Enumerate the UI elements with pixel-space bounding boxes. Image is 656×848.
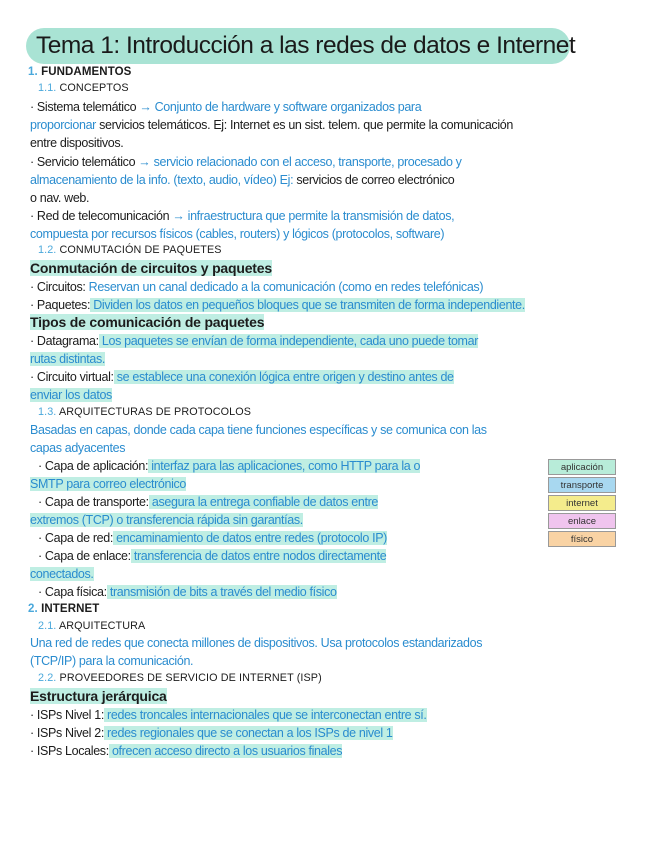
- line-capa-aplicacion: · Capa de aplicación: interfaz para las aplicaciones, como HTTP para la o: [38, 459, 421, 473]
- line-red-de-redes: Una red de redes que conecta millones de dispositivos. Usa protocolos estandarizados: [30, 636, 483, 650]
- line-proporcionar: proporcionar servicios telemáticos. Ej: Internet es un sist. telem. que permite la comunicación: [30, 118, 513, 132]
- subheading-conceptos: 1.1. CONCEPTOS: [38, 82, 129, 94]
- layer-box-4: físico: [548, 531, 616, 547]
- line-compuesta: compuesta por recursos físicos (cables, routers) y lógicos (protocolos, software): [30, 227, 445, 241]
- heading-estructura-jerarquica: Estructura jerárquica: [30, 688, 167, 704]
- protocol-layers-diagram: [548, 459, 616, 549]
- line-extremos: extremos (TCP) o transferencia rápida sin garantías.: [30, 513, 303, 527]
- line-nav-web: o nav. web.: [30, 191, 90, 205]
- line-isp-nivel-2: · ISPs Nivel 2: redes regionales que se conectan a los ISPs de nivel 1: [30, 726, 393, 740]
- subheading-arquitecturas: 1.3. ARQUITECTURAS DE PROTOCOLOS: [38, 406, 252, 418]
- line-paquetes: · Paquetes: Dividen los datos en pequeños bloques que se transmiten de forma independiente.: [30, 298, 525, 312]
- line-enviar-datos: enviar los datos: [30, 388, 112, 402]
- subheading-isp: 2.2. PROVEEDORES DE SERVICIO DE INTERNET (ISP): [38, 672, 322, 684]
- line-servicio-telematico: · Servicio telemático → servicio relacionado con el acceso, transporte, procesado y: [30, 155, 462, 169]
- line-rutas: rutas distintas.: [30, 352, 105, 366]
- line-almacenamiento: almacenamiento de la info. (texto, audio, vídeo) Ej: servicios de correo electrónico: [30, 173, 455, 187]
- line-tcp-ip: (TCP/IP) para la comunicación.: [30, 654, 194, 668]
- line-circuitos: · Circuitos: Reservan un canal dedicado a la comunicación (como en redes telefónicas): [30, 280, 484, 294]
- subheading-conmutacion: 1.2. CONMUTACIÓN DE PAQUETES: [38, 244, 222, 256]
- page-title: Tema 1: Introducción a las redes de datos e Internet: [26, 28, 570, 64]
- layer-box-3: enlace: [548, 513, 616, 529]
- line-conectados: conectados.: [30, 567, 94, 581]
- line-sistema-telematico: · Sistema telemático → Conjunto de hardware y software organizados para: [30, 100, 422, 114]
- line-basadas-capas: Basadas en capas, donde cada capa tiene funciones específicas y se comunica con las: [30, 423, 487, 437]
- line-capa-fisica: · Capa física: transmisión de bits a través del medio físico: [38, 585, 337, 599]
- line-capa-enlace: · Capa de enlace: transferencia de datos entre nodos directamente: [38, 549, 387, 563]
- line-isp-nivel-1: · ISPs Nivel 1: redes troncales internacionales que se interconectan entre sí.: [30, 708, 427, 722]
- heading-fundamentos: 1. FUNDAMENTOS: [28, 66, 132, 78]
- subheading-arquitectura: 2.1. ARQUITECTURA: [38, 620, 146, 632]
- line-red-telecom: · Red de telecomunicación → infraestructura que permite la transmisión de datos,: [30, 209, 455, 223]
- line-isp-locales: · ISPs Locales: ofrecen acceso directo a los usuarios finales: [30, 744, 343, 758]
- line-smtp: SMTP para correo electrónico: [30, 477, 187, 491]
- heading-tipos-comunicacion: Tipos de comunicación de paquetes: [30, 314, 265, 330]
- heading-internet: 2. INTERNET: [28, 603, 100, 615]
- line-capas-adyacentes: capas adyacentes: [30, 441, 126, 455]
- layer-box-2: internet: [548, 495, 616, 511]
- line-capa-transporte: · Capa de transporte: asegura la entrega confiable de datos entre: [38, 495, 378, 509]
- layer-box-0: aplicación: [548, 459, 616, 475]
- line-capa-red: · Capa de red: encaminamiento de datos entre redes (protocolo IP): [38, 531, 387, 545]
- line-entre-dispositivos: entre dispositivos.: [30, 136, 124, 150]
- layer-box-1: transporte: [548, 477, 616, 493]
- line-circuito-virtual: · Circuito virtual: se establece una conexión lógica entre origen y destino antes de: [30, 370, 454, 384]
- heading-conmutacion-circuitos: Conmutación de circuitos y paquetes: [30, 260, 272, 276]
- line-datagrama: · Datagrama: Los paquetes se envían de forma independiente, cada uno puede tomar: [30, 334, 479, 348]
